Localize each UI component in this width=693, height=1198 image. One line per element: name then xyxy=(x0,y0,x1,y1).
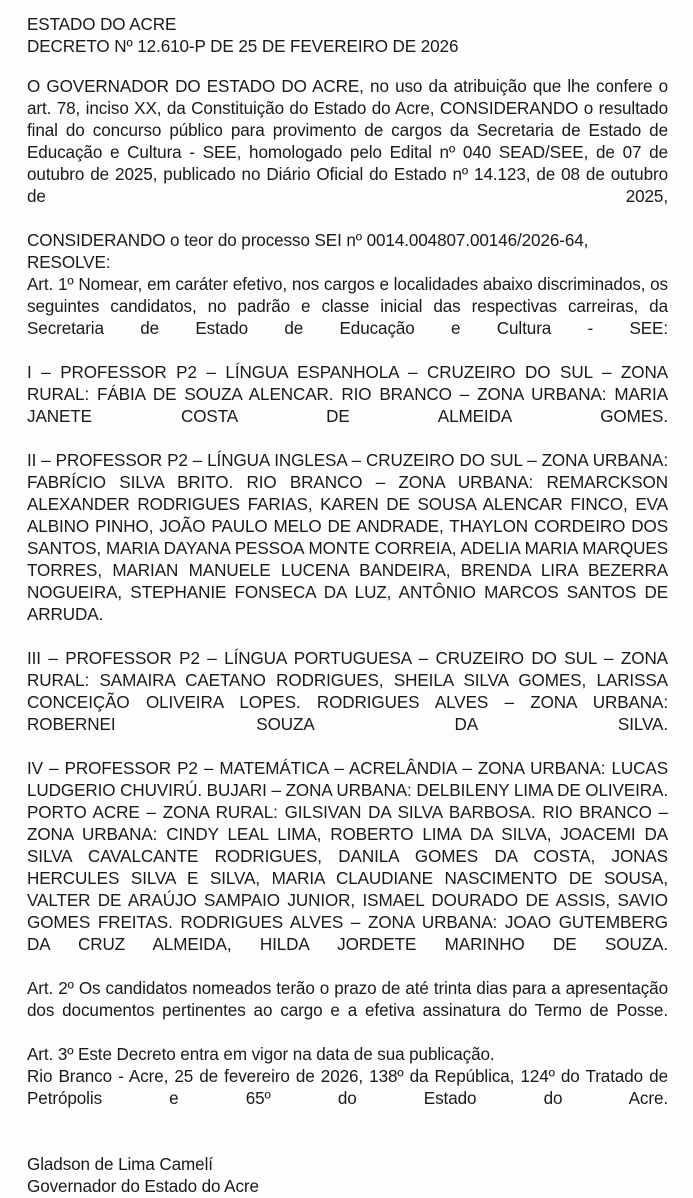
nomination-item-2: II – PROFESSOR P2 – LÍNGUA INGLESA – CRUZEIRO DO SUL – ZONA URBANA: FABRÍCIO SILVA BRITO. RIO BRANCO – ZONA URBANA: REMARCKSON ALEXANDER RODRIGUES FARIAS, KAREN DE SOUSA ALENCAR FINCO, EVA ALBINO PINHO, JOÃO PAULO MELO DE ANDRADE, THAYLON CORDEIRO DOS SANTOS, MARIA DAYANA PESSOA MONTE CORREIA, ADELIA MARIA MARQUES TORRES, MARIAN MANUELE LUCENA BANDEIRA, BRENDA LIRA BEZERRA NOGUEIRA, STEPHANIE FONSECA DA LUZ, ANTÔNIO MARCOS SANTOS DE ARRUDA. xyxy=(27,451,668,624)
signature-block xyxy=(27,1154,668,1198)
nomination-item-4: IV – PROFESSOR P2 – MATEMÁTICA – ACRELÂNDIA – ZONA URBANA: LUCAS LUDGERIO CHUVIRÚ. BUJARI – ZONA URBANA: DELBILENY LIMA DE OLIVEIRA. PORTO ACRE – ZONA RURAL: GILSIVAN DA SILVA BARBOSA. RIO BRANCO – ZONA URBANA: CINDY LEAL LIMA, ROBERTO LIMA DA SILVA, JOACEMI DA SILVA CAVALCANTE RODRIGUES, DANILA GOMES DA COSTA, JONAS HERCULES SILVA E SILVA, MARIA CLAUDIANE NASCIMENTO DE SOUSA, VALTER DE ARAÚJO SAMPAIO JUNIOR, ISMAEL DOURADO DE ASSIS, SAVIO GOMES FREITAS. RODRIGUES ALVES – ZONA URBANA: JOAO GUTEMBERG DA CRUZ ALMEIDA, HILDA JORDETE MARINHO DE SOUZA. xyxy=(27,759,668,954)
signature-role: Governador do Estado do Acre xyxy=(27,1177,259,1196)
header-body-spacer xyxy=(27,58,668,76)
nomination-item-3: III – PROFESSOR P2 – LÍNGUA PORTUGUESA – CRUZEIRO DO SUL – ZONA RURAL: SAMAIRA CAETANO RODRIGUES, SHEILA SILVA GOMES, LARISSA CONCEIÇÃO OLIVEIRA LOPES. RODRIGUES ALVES – ZONA URBANA: ROBERNEI SOUZA DA SILVA. xyxy=(27,649,668,734)
article-3-paragraph: Art. 3º Este Decreto entra em vigor na data de sua publicação. xyxy=(27,1045,495,1064)
decree-title: DECRETO Nº 12.610-P DE 25 DE FEVEREIRO DE 2026 xyxy=(27,37,459,56)
document-header xyxy=(27,14,668,58)
nomination-item-1: I – PROFESSOR P2 – LÍNGUA ESPANHOLA – CRUZEIRO DO SUL – ZONA RURAL: FÁBIA DE SOUZA ALENCAR. RIO BRANCO – ZONA URBANA: MARIA JANETE COSTA DE ALMEIDA GOMES. xyxy=(27,363,668,426)
resolve-paragraph: RESOLVE: xyxy=(27,253,111,272)
article-1-paragraph: Art. 1º Nomear, em caráter efetivo, nos cargos e localidades abaixo discriminados, os seguintes candidatos, no padrão e classe inicial das respectivas carreiras, da Secretaria de Estado de Educação e Cultura - SEE: xyxy=(27,275,668,338)
signature-name: Gladson de Lima Camelí xyxy=(27,1155,213,1174)
signature-spacer xyxy=(27,1132,668,1154)
considerando-paragraph: CONSIDERANDO o teor do processo SEI nº 0014.004807.00146/2026-64, xyxy=(27,231,589,250)
article-2-paragraph: Art. 2º Os candidatos nomeados terão o prazo de até trinta dias para a apresentação dos documentos pertinentes ao cargo e a efetiva assinatura do Termo de Posse. xyxy=(27,979,668,1020)
state-title: ESTADO DO ACRE xyxy=(27,15,177,34)
document-body xyxy=(27,76,668,1132)
preamble-paragraph: O GOVERNADOR DO ESTADO DO ACRE, no uso da atribuição que lhe confere o art. 78, inciso XX, da Constituição do Estado do Acre, CONSIDERANDO o resultado final do concurso público para provimento de cargos da Secretaria de Estado de Educação e Cultura - SEE, homologado pelo Edital nº 040 SEAD/SEE, de 07 de outubro de 2025, publicado no Diário Oficial do Estado nº 14.123, de 08 de outubro de 2025, xyxy=(27,77,668,206)
closing-paragraph: Rio Branco - Acre, 25 de fevereiro de 2026, 138º da República, 124º do Tratado de Petrópolis e 65º do Estado do Acre. xyxy=(27,1067,668,1108)
